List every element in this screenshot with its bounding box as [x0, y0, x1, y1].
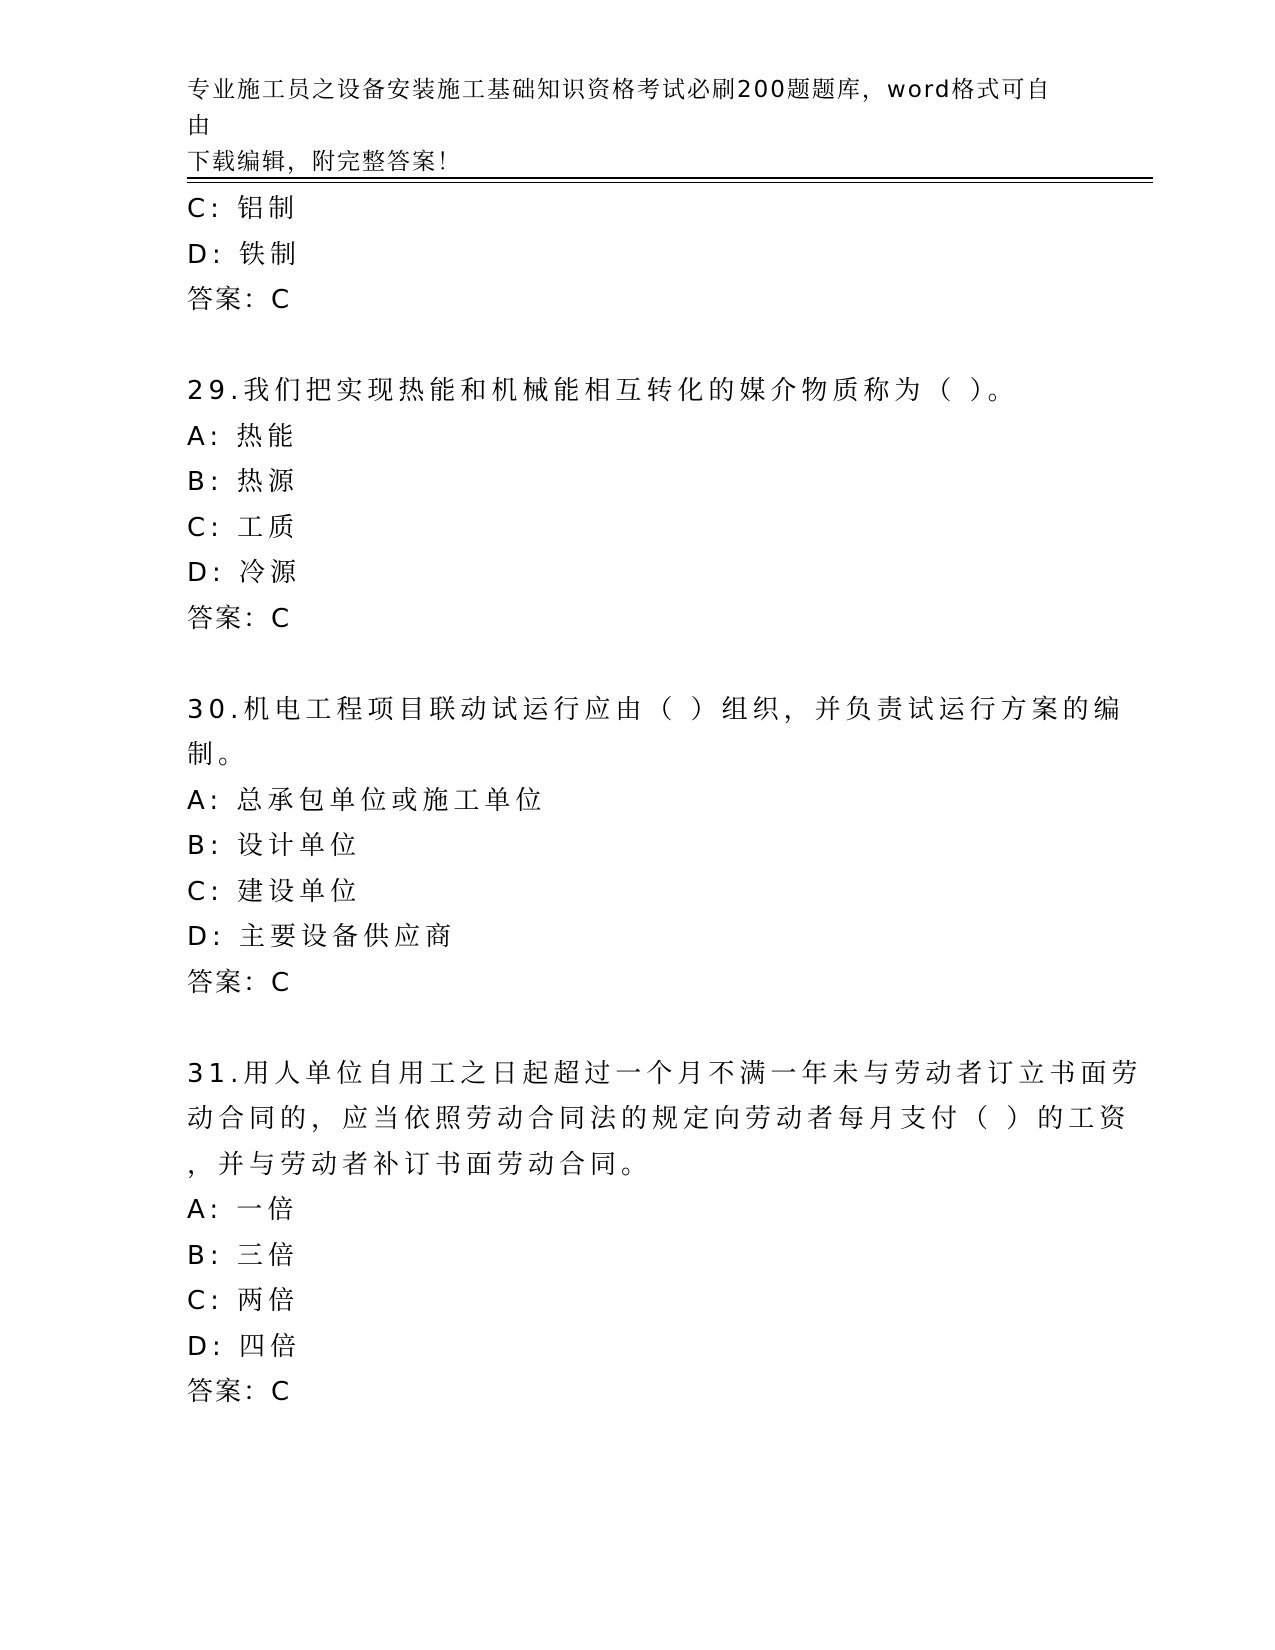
- question-content: [187, 187, 1143, 1416]
- option-b: B: 热源: [187, 467, 299, 497]
- answer: 答案：C: [187, 285, 292, 315]
- question-stem: [187, 369, 1087, 415]
- option-a: A: 一倍: [187, 1195, 299, 1225]
- question-stem-line: 31.用人单位自用工之日起超过一个月不满一年未与劳动者订立书面劳: [187, 1058, 1143, 1089]
- header-line: 专业施工员之设备安装施工基础知识资格考试必刷200题题库，word格式可自由: [187, 77, 1052, 139]
- option-c: C: 建设单位: [187, 876, 362, 907]
- option-a: A: 总承包单位或施工单位: [187, 785, 547, 816]
- option-c: C: 工质: [187, 512, 300, 543]
- option-b: B: 三倍: [187, 1240, 299, 1271]
- option-b: B: 设计单位: [187, 831, 361, 861]
- question-31: [187, 1052, 1143, 1416]
- question-stem-line: 制。: [187, 740, 250, 770]
- question-stem-line: 动合同的，应当依照劳动合同法的规定向劳动者每月支付（ ）的工资: [187, 1104, 1131, 1134]
- question-stem-line: 30.机电工程项目联动试运行应由（ ）组织，并负责试运行方案的编: [187, 694, 1125, 725]
- carryover-question: [187, 187, 1087, 324]
- option-d: D: 四倍: [187, 1331, 302, 1362]
- question-stem: [187, 688, 1125, 779]
- answer: 答案：C: [187, 603, 292, 634]
- question-29: [187, 369, 1087, 642]
- question-stem-line: ，并与劳动者补订书面劳动合同。: [187, 1149, 653, 1180]
- option-a: A: 热能: [187, 421, 299, 452]
- question-stem: [187, 1052, 1143, 1189]
- option-d: D: 铁制: [187, 239, 302, 270]
- option-d: D: 主要设备供应商: [187, 922, 457, 952]
- answer: 答案：C: [187, 967, 292, 998]
- answer: 答案：C: [187, 1377, 292, 1407]
- header-line: 下载编辑，附完整答案！: [187, 149, 462, 175]
- page-header: [187, 72, 1067, 180]
- option-c: C: 两倍: [187, 1286, 300, 1316]
- question-30: [187, 688, 1125, 1007]
- option-c: C: 铝制: [187, 194, 300, 224]
- option-d: D: 冷源: [187, 558, 302, 588]
- header-divider: [187, 177, 1153, 183]
- question-stem-line: 29.我们把实现热能和机械能相互转化的媒介物质称为（ ）。: [187, 376, 1019, 406]
